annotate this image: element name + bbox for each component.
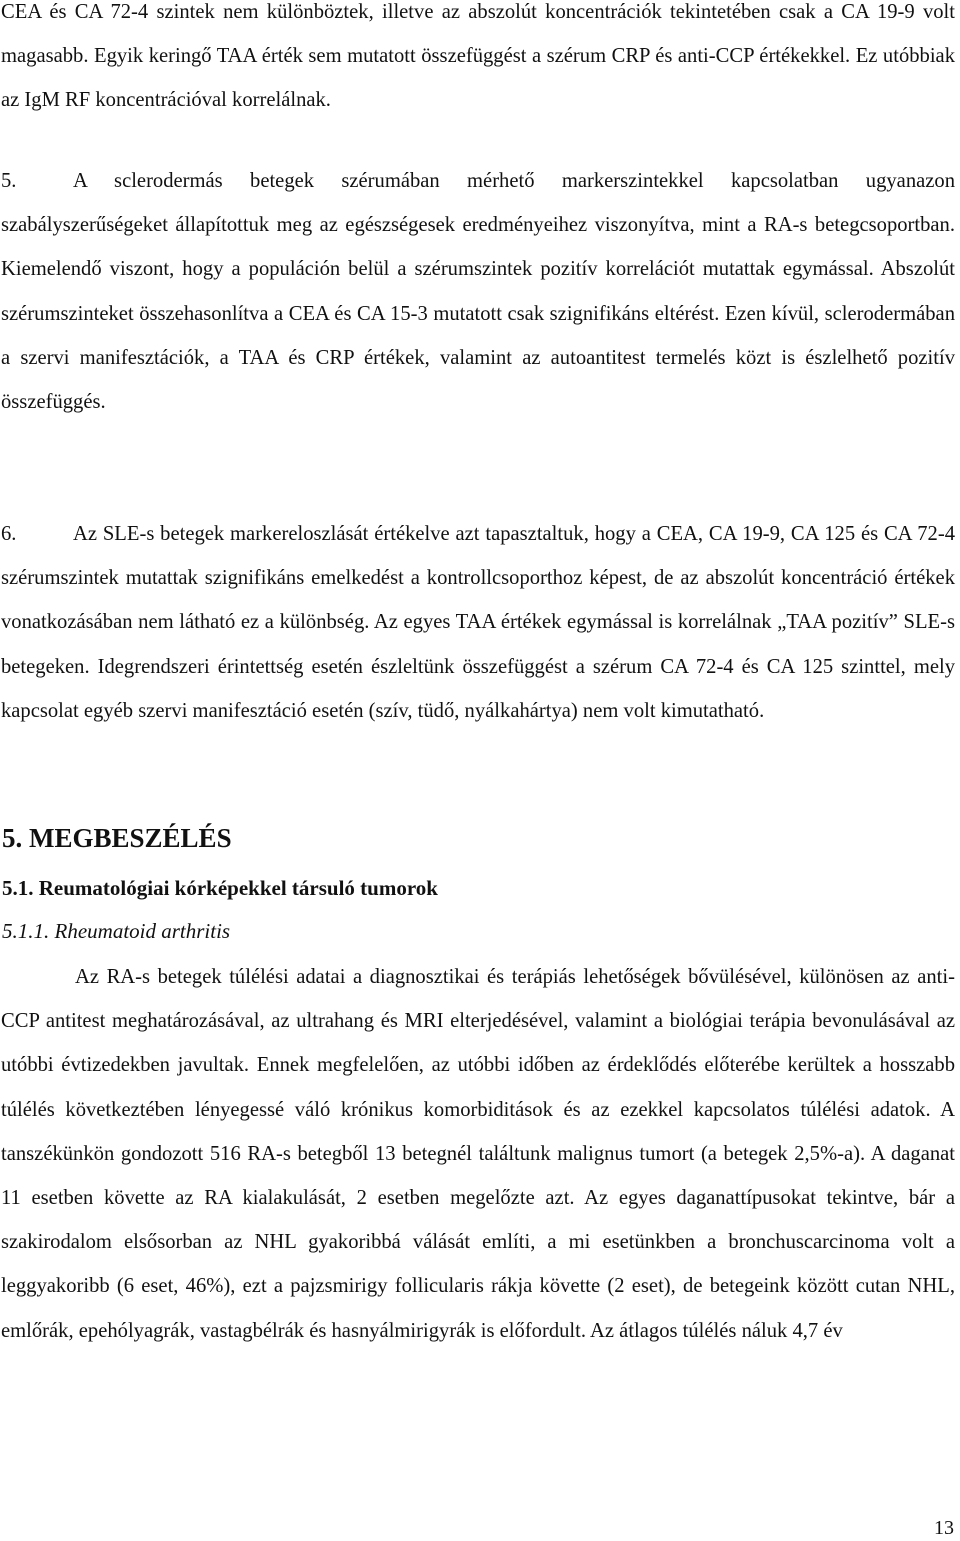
page-number: 13 [934,1517,954,1539]
chapter-heading: 5. MEGBESZÉLÉS [2,823,232,853]
item-text-5: A sclerodermás betegek szérumában mérhető markerszintekkel kapcsolatban ugyanazon szabályszerűségeket állapítottuk meg az egészségesek eredményeihez viszonyítva, mint a RA-s betegcsoportban. Kiemelendő viszont, hogy a populáción belül a szérumszintek pozitív korrelációt mutattak egymással. Abszolút szérumszinteket összehasonlítva a CEA és CA 15-3 mutatott csak szignifikáns eltérést. Ezen kívül, sclerodermában a szervi manifesztációk, a TAA és CRP értékek, valamint az autoantitest termelés közt is észlelhető pozitív összefüggés. [1,170,955,414]
section-heading: 5.1. Reumatológiai kórképekkel társuló tumorok [2,876,438,900]
paragraph-rheumatoid-arthritis: Az RA-s betegek túlélési adatai a diagnosztikai és terápiás lehetőségek bővülésével, különösen az anti-CCP antitest meghatározásával, az ultrahang és MRI elterjedésével, valamint a biológiai terápia bevonulásával az utóbbi évtizedekben javultak. Ennek megfelelően, az utóbbi időben az érdeklődés előterébe kerültek a hosszabb túlélés következtében lényegessé váló krónikus komorbiditások és az ezekkel kapcsolatos túlélési adatok. A tanszékünkön gondozott 516 RA-s betegből 13 betegnél találtunk malignus tumort (a betegek 2,5%-a). A daganat 11 esetben követte az RA kialakulását, 2 esetben megelőzte azt. Az egyes daganattípusokat tekintve, bár a szakirodalom elsősorban az NHL gyakoribbá válását említi, a mi esetünkben a bronchuscarcinoma volt a leggyakoribb (6 eset, 46%), ezt a pajzsmirigy follicularis rákja követte (2 eset), de betegeink között cutan NHL, emlőrák, epehólyagrák, vastagbélrák és hasnyálmirigyrák is előfordult. Az átlagos túlélés náluk 4,7 év [1,966,955,1342]
subsection-heading: 5.1.1. Rheumatoid arthritis [2,919,231,943]
numbered-paragraph-6 [1,512,955,733]
paragraph-continuation: CEA és CA 72-4 szintek nem különböztek, illetve az abszolút koncentrációk tekintetében csak a CA 19-9 volt magasabb. Egyik keringő TAA érték sem mutatott összefüggést a szérum CRP és anti-CCP értékekkel. Ez utóbbiak az IgM RF koncentrációval korrelálnak. [1,1,955,111]
item-number-6: 6. [1,523,17,545]
item-number-5: 5. [1,170,17,192]
item-text-6: Az SLE-s betegek markereloszlását értékelve azt tapasztaltuk, hogy a CEA, CA 19-9, CA 125 és CA 72-4 szérumszintek mutattak szignifikáns emelkedést a kontrollcsoporthoz képest, de az abszolút koncentráció értékek vonatkozásában nem látható ez a különbség. Az egyes TAA értékek egymással is korrelálnak „TAA pozitív” SLE-s betegeken. Idegrendszeri érintettség esetén észleltünk összefüggést a szérum CA 72-4 és CA 125 szinttel, mely kapcsolat egyéb szervi manifesztáció esetén (szív, tüdő, nyálkahártya) nem volt kimutatható. [1,523,955,722]
numbered-paragraph-5 [1,159,955,424]
